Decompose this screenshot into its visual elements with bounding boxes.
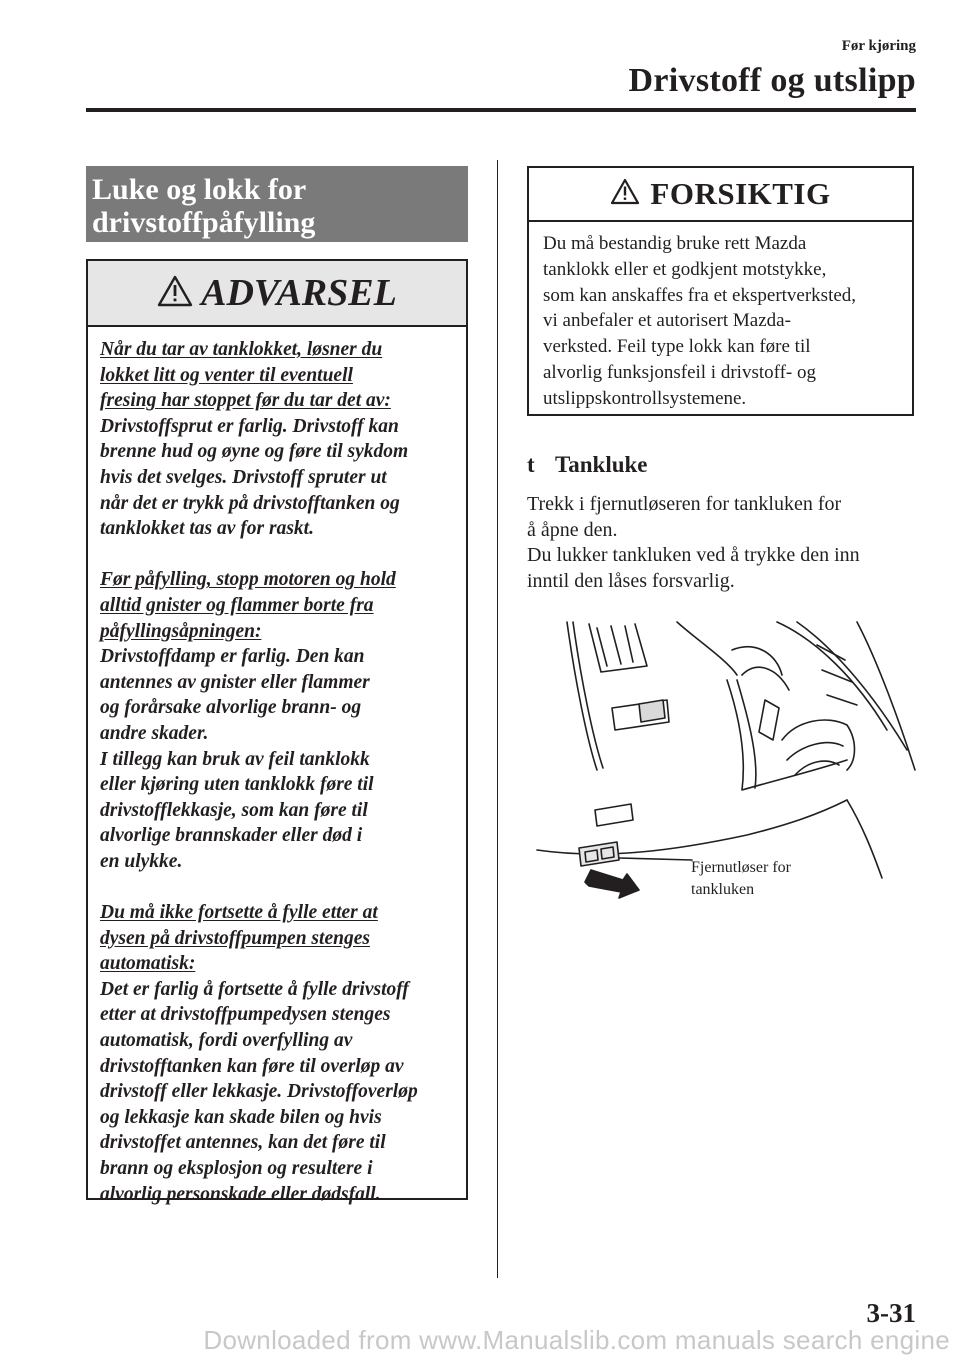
warning-line: automatisk, fordi overfylling av bbox=[100, 1030, 353, 1052]
warning-line: drivstoffet antennes, kan det føre til bbox=[100, 1132, 386, 1154]
section-title-box bbox=[86, 166, 468, 242]
body-line: å åpne den. bbox=[527, 518, 618, 541]
warning-header bbox=[88, 261, 466, 327]
warning-body bbox=[88, 327, 466, 1207]
body-paragraph bbox=[527, 492, 917, 594]
warning-box bbox=[86, 259, 468, 1205]
column-divider bbox=[497, 160, 498, 1278]
warning-line: I tillegg kan bruk av feil tanklokk bbox=[100, 748, 370, 770]
figure-callout-label bbox=[691, 857, 791, 901]
caution-line: utslippskontrollsystemene. bbox=[543, 387, 747, 409]
body-line: Du lukker tankluken ved å trykke den inn bbox=[527, 544, 860, 567]
warning-line: drivstoff eller lekkasje. Drivstoffoverløp bbox=[100, 1081, 418, 1103]
page-number: 3-31 bbox=[866, 1298, 916, 1328]
warning-line: etter at drivstoffpumpedysen stenges bbox=[100, 1004, 391, 1026]
caution-title: FORSIKTIG bbox=[650, 176, 831, 211]
warning-line: Drivstoffsprut er farlig. Drivstoff kan bbox=[100, 415, 399, 437]
callout-line: Fjernutløser for bbox=[691, 859, 791, 876]
paragraph-gap bbox=[100, 542, 456, 568]
warning-line: eller kjøring uten tanklokk føre til bbox=[100, 774, 374, 796]
page-title: Drivstoff og utslipp bbox=[628, 62, 916, 99]
subsection-bullet: t bbox=[527, 452, 535, 477]
body-line: inntil den låses forsvarlig. bbox=[527, 569, 735, 592]
warning-line: tanklokket tas av for raskt. bbox=[100, 518, 314, 540]
paragraph-gap bbox=[100, 874, 456, 900]
warning-line: Drivstoffdamp er farlig. Den kan bbox=[100, 646, 365, 668]
warning-line: andre skader. bbox=[100, 722, 209, 744]
warning-line: alvorlig personskade eller dødsfall. bbox=[100, 1183, 381, 1205]
warning-line: Du må ikke fortsette å fylle etter at bbox=[100, 902, 378, 924]
subsection-title: Tankluke bbox=[555, 452, 648, 477]
callout-line: tankluken bbox=[691, 881, 755, 898]
warning-line: Det er farlig å fortsette å fylle drivstoff bbox=[100, 978, 409, 1000]
caution-body bbox=[529, 222, 912, 412]
header-rule bbox=[86, 108, 916, 112]
warning-line: en ulykke. bbox=[100, 850, 183, 872]
warning-line: automatisk: bbox=[100, 953, 196, 975]
warning-line: Før påfylling, stopp motoren og hold bbox=[100, 569, 396, 591]
caution-line: vi anbefaler et autorisert Mazda- bbox=[543, 310, 791, 332]
caution-line: som kan anskaffes fra et ekspertverksted, bbox=[543, 284, 857, 306]
warning-line: drivstofflekkasje, som kan føre til bbox=[100, 799, 368, 821]
warning-line: når det er trykk på drivstofftanken og bbox=[100, 492, 400, 514]
warning-line: dysen på drivstoffpumpen stenges bbox=[100, 927, 370, 949]
warning-triangle-icon bbox=[157, 275, 193, 312]
caution-line: tanklokk eller et godkjent motstykke, bbox=[543, 258, 827, 280]
source-watermark: Downloaded from www.Manualslib.com manuals search engine bbox=[203, 1325, 950, 1355]
caution-line: Du må bestandig bruke rett Mazda bbox=[543, 233, 807, 254]
section-title-line: drivstoffpåfylling bbox=[92, 206, 316, 239]
caution-header bbox=[529, 168, 912, 222]
warning-line: alltid gnister og flammer borte fra bbox=[100, 594, 374, 616]
subsection-heading bbox=[527, 452, 648, 478]
section-title-line: Luke og lokk for bbox=[92, 173, 307, 206]
warning-line: påfyllingsåpningen: bbox=[100, 620, 262, 642]
warning-line: brenne hud og øyne og føre til sykdom bbox=[100, 441, 409, 463]
caution-line: alvorlig funksjonsfeil i drivstoff- og bbox=[543, 361, 817, 383]
warning-line: fresing har stoppet før du tar det av: bbox=[100, 390, 391, 412]
warning-line: lokket litt og venter til eventuell bbox=[100, 364, 353, 386]
caution-line: verksted. Feil type lokk kan føre til bbox=[543, 336, 811, 358]
body-line: Trekk i fjernutløseren for tankluken for bbox=[527, 493, 842, 515]
warning-triangle-icon bbox=[610, 178, 640, 210]
warning-title: ADVARSEL bbox=[201, 272, 397, 314]
warning-line: og forårsake alvorlige brann- og bbox=[100, 697, 362, 719]
warning-line: Når du tar av tanklokket, løsner du bbox=[100, 339, 383, 360]
section-label: Før kjøring bbox=[841, 38, 916, 54]
warning-line: drivstofftanken kan føre til overløp av bbox=[100, 1055, 404, 1077]
warning-line: alvorlige brannskader eller død i bbox=[100, 825, 363, 847]
warning-line: brann og eksplosjon og resultere i bbox=[100, 1158, 373, 1179]
warning-line: hvis det svelges. Drivstoff spruter ut bbox=[100, 466, 387, 488]
warning-line: antennes av gnister eller flammer bbox=[100, 671, 370, 693]
caution-box bbox=[527, 166, 914, 416]
warning-line: og lekkasje kan skade bilen og hvis bbox=[100, 1106, 382, 1128]
